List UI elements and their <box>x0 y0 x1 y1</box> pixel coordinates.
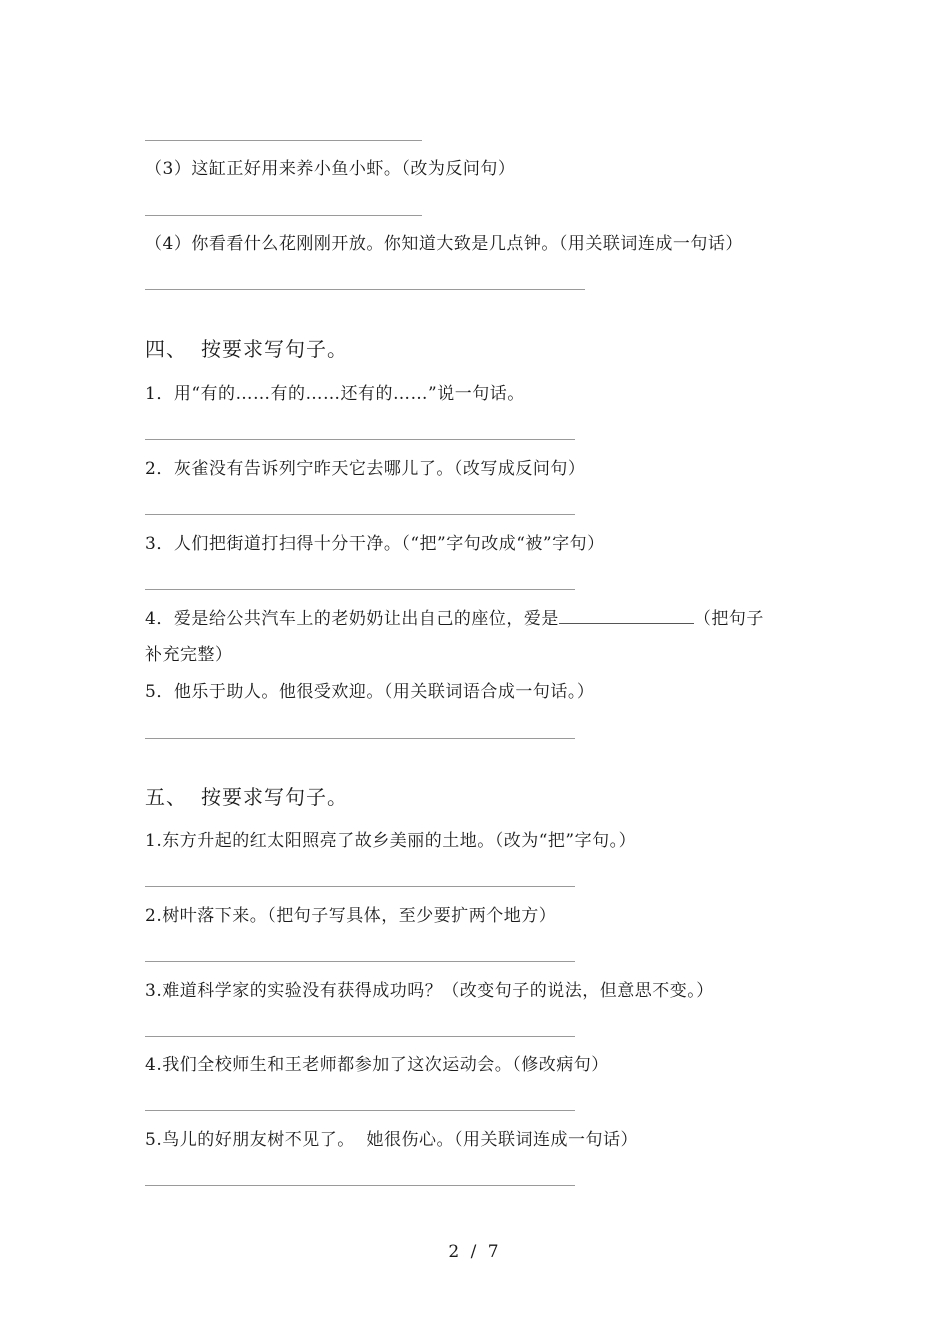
question-4-4-continued: 补充完整） <box>145 645 233 665</box>
fill-in-blank[interactable] <box>559 607 694 624</box>
answer-line[interactable] <box>145 1110 575 1111</box>
answer-line[interactable] <box>145 961 575 962</box>
question-4-3: 3．人们把街道打扫得十分干净。（“把”字句改成“被”字句） <box>145 534 605 554</box>
question-5-2: 2.树叶落下来。（把句子写具体，至少要扩两个地方） <box>145 906 557 926</box>
section-number: 四、 <box>145 337 187 361</box>
answer-line[interactable] <box>145 289 585 290</box>
section-title: 按要求写句子。 <box>201 337 348 361</box>
answer-line[interactable] <box>145 514 575 515</box>
question-4-2: 2．灰雀没有告诉列宁昨天它去哪儿了。（改写成反问句） <box>145 459 586 479</box>
question-5-4: 4.我们全校师生和王老师都参加了这次运动会。（修改病句） <box>145 1055 609 1075</box>
answer-line[interactable] <box>145 439 575 440</box>
section-5-heading <box>145 784 348 810</box>
answer-line[interactable] <box>145 140 422 141</box>
question-4-5: 5．他乐于助人。他很受欢迎。（用关联词语合成一句话。） <box>145 682 595 702</box>
answer-line[interactable] <box>145 886 575 887</box>
section-4-heading <box>145 336 348 362</box>
question-4-4-hint: （把句子 <box>693 609 764 629</box>
answer-line[interactable] <box>145 215 422 216</box>
question-4-4 <box>145 607 764 630</box>
section-title: 按要求写句子。 <box>201 785 348 809</box>
page-number: 2 / 7 <box>448 1242 502 1262</box>
question-5-3: 3.难道科学家的实验没有获得成功吗？（改变句子的说法，但意思不变。） <box>145 981 714 1001</box>
section-number: 五、 <box>145 785 187 809</box>
question-4-1: 1．用“有的……有的……还有的……”说一句话。 <box>145 384 525 404</box>
question-5-5: 5.鸟儿的好朋友树不见了。 她很伤心。（用关联词连成一句话） <box>145 1130 639 1150</box>
question-4-4-text: 4．爱是给公共汽车上的老奶奶让出自己的座位，爱是 <box>145 609 559 629</box>
question-5-1: 1.东方升起的红太阳照亮了故乡美丽的土地。（改为“把”字句。） <box>145 831 637 851</box>
answer-line[interactable] <box>145 738 575 739</box>
question-3-3: （3）这缸正好用来养小鱼小虾。（改为反问句） <box>145 159 516 179</box>
answer-line[interactable] <box>145 1185 575 1186</box>
answer-line[interactable] <box>145 1036 575 1037</box>
question-3-4: （4）你看看什么花刚刚开放。你知道大致是几点钟。（用关联词连成一句话） <box>145 234 743 254</box>
answer-line[interactable] <box>145 589 575 590</box>
